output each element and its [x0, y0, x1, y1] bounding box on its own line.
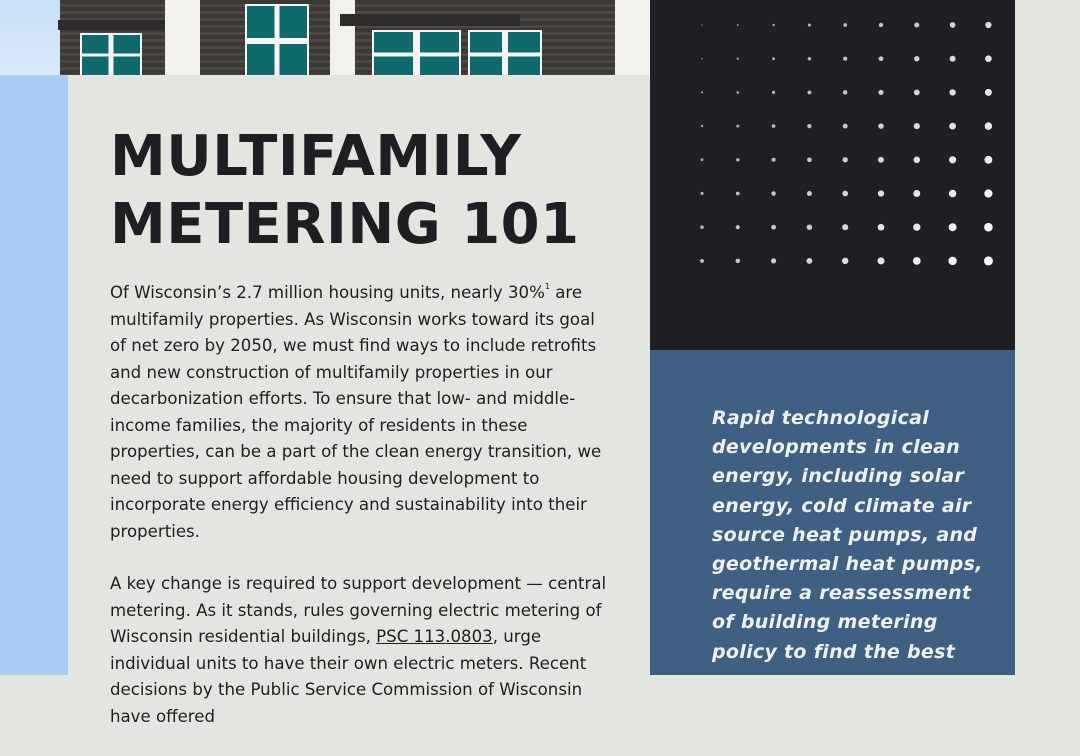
grid-dot: [879, 56, 884, 61]
pull-quote-block: [650, 350, 1015, 675]
grid-dot: [984, 156, 992, 164]
grid-dot: [913, 190, 920, 197]
grid-dot: [985, 122, 992, 129]
grid-dot: [701, 125, 703, 127]
grid-dot: [843, 124, 848, 129]
pull-quote: Rapid technological developments in clean energy, including solar energy, cold climate air source heat pumps, and geothermal heat pumps, require a reassessment of building metering policy to find the best: [712, 407, 983, 663]
grid-dot: [771, 258, 776, 263]
grid-dot: [701, 91, 703, 93]
grid-dot: [772, 91, 775, 94]
grid-dot: [949, 89, 955, 95]
footnote-marker[interactable]: 1: [544, 282, 550, 291]
grid-dot: [843, 90, 848, 95]
page-title: [110, 123, 580, 259]
title-line-1: MULTIFAMILY: [110, 124, 522, 189]
grid-dot: [950, 56, 956, 62]
grid-dot: [913, 257, 921, 265]
grid-dot: [914, 123, 920, 129]
paragraph-intro: [110, 274, 615, 545]
title-line-2: METERING 101: [110, 192, 580, 257]
grid-dot: [948, 257, 956, 265]
grid-dot: [701, 24, 702, 25]
body-text: [110, 274, 615, 756]
building-window: [468, 30, 542, 75]
grid-dot: [736, 259, 741, 264]
grid-dot: [842, 191, 848, 197]
grid-dot: [772, 57, 775, 60]
grid-dot: [985, 89, 992, 96]
grid-dot: [843, 157, 848, 162]
paragraph-intro-text-cont: are multifamily properties. As Wisconsin works toward its goal of net zero by 2050, we must find ways to include retrofits and new construction of multifamily properties in our decarbonization efforts. To ensure that low- and middle-income families, the majority of residents in these properties, can be a part of the clean energy transition, we need to support affordable housing development to incorporate energy efficiency and sustainability into their properties.: [110, 283, 602, 541]
grid-dot: [878, 123, 884, 129]
grid-dot: [772, 24, 774, 26]
grid-dot: [949, 156, 956, 163]
psc-rule-link[interactable]: PSC 113.0803: [376, 627, 493, 646]
grid-dot: [771, 225, 776, 230]
building-trim: [165, 0, 200, 75]
grid-dot: [736, 192, 740, 196]
grid-dot: [879, 23, 883, 27]
grid-dot: [807, 124, 811, 128]
building-window: [245, 4, 309, 75]
paragraph-metering-text-cont: , urge individual units to have their own electric meters. Recent decisions by the Public Service Commission of Wisconsin have offered: [110, 627, 587, 726]
grid-dot: [736, 91, 739, 94]
grid-dot: [985, 22, 991, 28]
grid-dot: [878, 157, 884, 163]
dot-grid-decoration: [650, 0, 1015, 350]
grid-dot: [985, 55, 992, 62]
grid-dot: [736, 158, 739, 161]
grid-dot: [914, 23, 919, 28]
grid-dot: [950, 22, 956, 28]
grid-dot: [949, 223, 957, 231]
grid-dot: [737, 24, 739, 26]
grid-dot: [737, 58, 739, 60]
grid-dot: [700, 259, 704, 263]
grid-dot: [701, 158, 704, 161]
building-roof: [58, 20, 168, 30]
grid-dot: [772, 124, 776, 128]
grid-dot: [949, 190, 957, 198]
grid-dot: [736, 225, 740, 229]
grid-dot: [878, 190, 884, 196]
grid-dot: [913, 224, 920, 231]
grid-dot: [984, 189, 992, 197]
grid-dot: [878, 224, 885, 231]
grid-dot: [807, 224, 812, 229]
grid-dot: [914, 90, 920, 96]
left-accent-strip: [0, 75, 68, 675]
grid-dot: [700, 225, 704, 229]
grid-dot: [842, 258, 848, 264]
building-window: [80, 33, 142, 75]
grid-dot: [843, 57, 847, 61]
grid-dot: [914, 157, 921, 164]
grid-dot: [984, 223, 993, 232]
grid-dot: [806, 258, 812, 264]
grid-dot: [808, 23, 811, 26]
grid-dot: [771, 191, 775, 195]
right-margin: [1015, 0, 1080, 675]
grid-dot: [984, 256, 993, 265]
dot-grid: [650, 0, 1015, 350]
building-window: [372, 30, 461, 75]
grid-dot: [736, 125, 739, 128]
grid-dot: [877, 257, 884, 264]
grid-dot: [842, 224, 848, 230]
grid-dot: [700, 192, 703, 195]
paragraph-intro-text: Of Wisconsin’s 2.7 million housing units, nearly 30%: [110, 283, 545, 302]
grid-dot: [878, 90, 883, 95]
grid-dot: [807, 90, 811, 94]
header-photo-apartments: [0, 0, 650, 75]
grid-dot: [808, 57, 812, 61]
paragraph-metering: [110, 571, 615, 730]
grid-dot: [914, 56, 919, 61]
grid-dot: [807, 191, 812, 196]
grid-dot: [843, 23, 847, 27]
grid-dot: [807, 157, 812, 162]
grid-dot: [701, 58, 703, 60]
grid-dot: [772, 158, 776, 162]
grid-dot: [949, 123, 956, 130]
paragraph-metering-text: A key change is required to support development — central metering. As it stands, rules governing electric metering of Wisconsin residential buildings,: [110, 574, 607, 646]
building-trim: [615, 0, 650, 75]
building-roof: [340, 14, 520, 26]
